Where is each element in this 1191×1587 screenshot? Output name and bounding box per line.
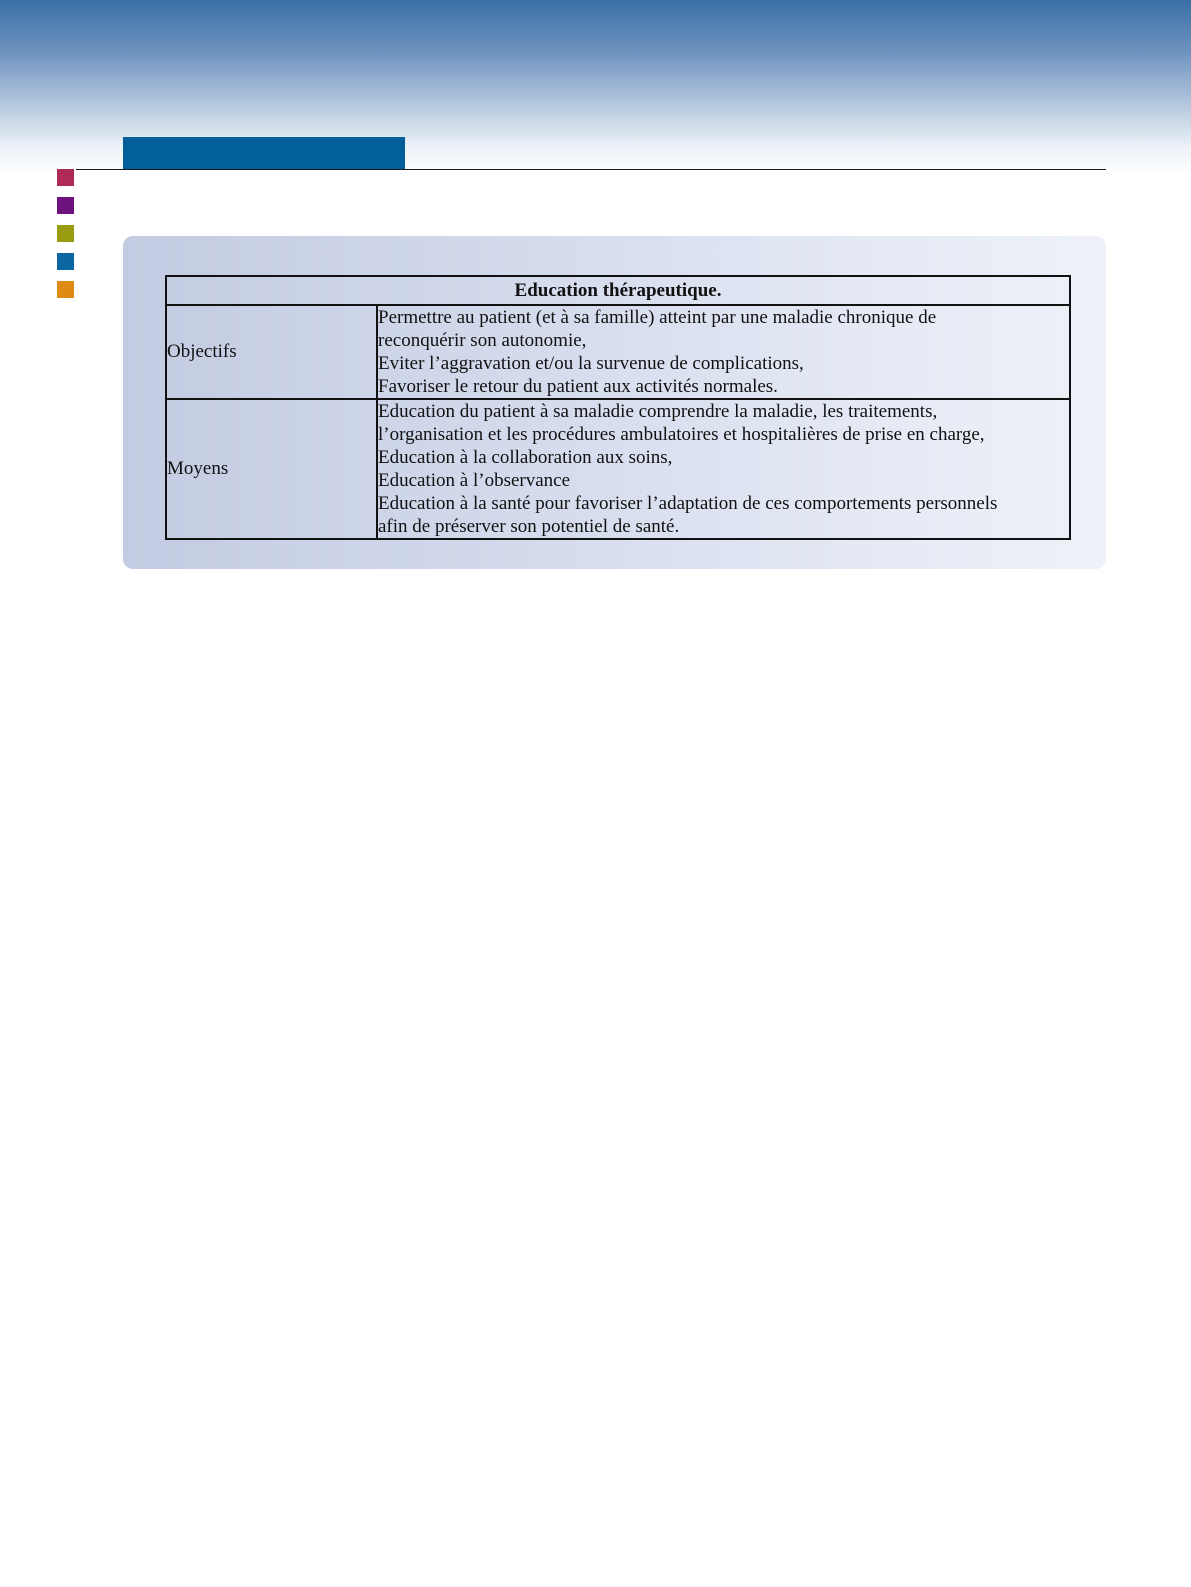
header-tab [123,137,405,169]
row-content [377,305,1070,399]
table-row-moyens [166,399,1070,539]
content-line: Education à l’observance [378,470,571,491]
row-content [377,399,1070,539]
content-line: Permettre au patient (et à sa famille) atteint par une maladie chronique de [378,307,937,328]
education-table [165,275,1071,540]
table-header-row [166,276,1070,305]
content-line: Eviter l’aggravation et/ou la survenue de complications, [378,353,804,374]
content-line: Education à la santé pour favoriser l’adaptation de ces comportements personnels [378,493,998,514]
table-row-objectifs [166,305,1070,399]
color-marker-crimson [57,169,74,186]
color-marker-purple [57,197,74,214]
row-label: Objectifs [166,305,377,399]
row-label: Moyens [166,399,377,539]
color-marker-blue [57,253,74,270]
content-line: Education à la collaboration aux soins, [378,447,673,468]
content-line: Education du patient à sa maladie comprendre la maladie, les traitements, [378,401,938,422]
table-title: Education thérapeutique. [166,276,1070,305]
content-line: reconquérir son autonomie, [378,330,587,351]
color-marker-olive [57,225,74,242]
content-line: afin de préserver son potentiel de santé. [378,516,680,537]
content-line: l’organisation et les procédures ambulatoires et hospitalières de prise en charge, [378,424,985,445]
content-line: Favoriser le retour du patient aux activités normales. [378,376,778,397]
header-rule [76,169,1106,170]
color-marker-orange [57,281,74,298]
